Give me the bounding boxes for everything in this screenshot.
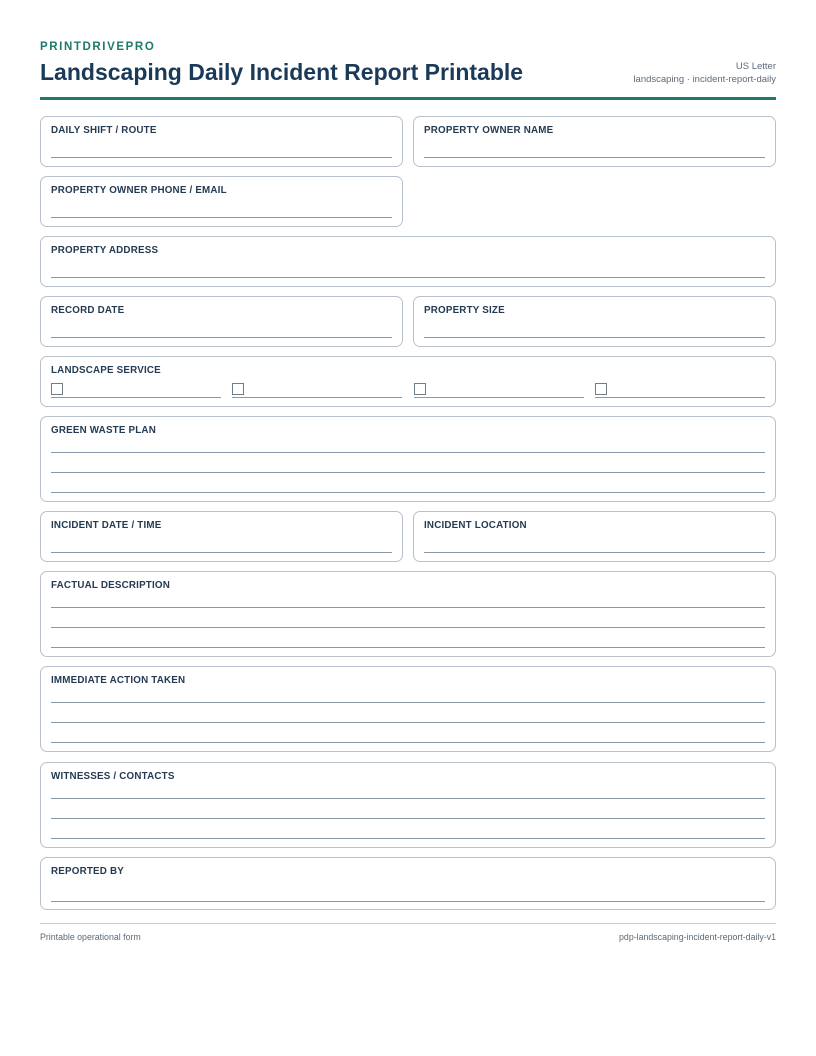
write-line[interactable]	[424, 157, 765, 158]
brand-name: PRINTDRIVEPRO	[40, 41, 156, 53]
write-line[interactable]	[51, 722, 765, 723]
checkbox[interactable]	[51, 383, 63, 395]
field-label: INCIDENT LOCATION	[424, 520, 527, 531]
write-line[interactable]	[51, 838, 765, 839]
option-write-line[interactable]	[595, 397, 765, 398]
service-option-4[interactable]	[595, 383, 765, 397]
witnesses-field[interactable]	[40, 762, 776, 848]
footer-divider	[40, 923, 776, 924]
write-line[interactable]	[51, 798, 765, 799]
write-line[interactable]	[51, 647, 765, 648]
checkbox[interactable]	[232, 383, 244, 395]
paper-size: US Letter	[735, 61, 776, 72]
immediate-action-field[interactable]	[40, 666, 776, 752]
field-label: DAILY SHIFT / ROUTE	[51, 125, 157, 136]
write-line[interactable]	[51, 702, 765, 703]
service-option-2[interactable]	[232, 383, 402, 397]
option-write-line[interactable]	[232, 397, 402, 398]
field-label: LANDSCAPE SERVICE	[51, 365, 161, 376]
option-write-line[interactable]	[414, 397, 584, 398]
record-date-field[interactable]	[40, 296, 403, 347]
write-line[interactable]	[424, 337, 765, 338]
owner-contact-field[interactable]	[40, 176, 403, 227]
field-label: PROPERTY OWNER PHONE / EMAIL	[51, 185, 227, 196]
field-label: FACTUAL DESCRIPTION	[51, 580, 171, 591]
page-title: Landscaping Daily Incident Report Printable	[40, 59, 524, 85]
factual-description-field[interactable]	[40, 571, 776, 657]
option-write-line[interactable]	[51, 397, 221, 398]
write-line[interactable]	[51, 452, 765, 453]
incident-datetime-field[interactable]	[40, 511, 403, 562]
checkbox[interactable]	[414, 383, 426, 395]
green-waste-plan-field[interactable]	[40, 416, 776, 502]
owner-name-field[interactable]	[413, 116, 776, 167]
write-line[interactable]	[51, 337, 392, 338]
document-meta	[633, 60, 776, 86]
write-line[interactable]	[51, 818, 765, 819]
field-label: IMMEDIATE ACTION TAKEN	[51, 675, 186, 686]
write-line[interactable]	[51, 277, 765, 278]
service-option-3[interactable]	[414, 383, 584, 397]
write-line[interactable]	[51, 901, 765, 902]
footer-form-id: pdp-landscaping-incident-report-daily-v1	[619, 932, 776, 942]
write-line[interactable]	[51, 552, 392, 553]
write-line[interactable]	[51, 492, 765, 493]
document-tags: landscaping · incident-report-daily	[633, 74, 776, 85]
daily-shift-field[interactable]	[40, 116, 403, 167]
field-label: GREEN WASTE PLAN	[51, 425, 156, 436]
header-divider	[40, 97, 776, 100]
incident-location-field[interactable]	[413, 511, 776, 562]
field-label: PROPERTY ADDRESS	[51, 245, 159, 256]
landscape-service-field	[40, 356, 776, 407]
write-line[interactable]	[51, 627, 765, 628]
write-line[interactable]	[424, 552, 765, 553]
reported-by-field[interactable]	[40, 857, 776, 910]
field-label: REPORTED BY	[51, 866, 124, 877]
checkbox[interactable]	[595, 383, 607, 395]
property-address-field[interactable]	[40, 236, 776, 287]
field-label: INCIDENT DATE / TIME	[51, 520, 162, 531]
write-line[interactable]	[51, 157, 392, 158]
field-label: PROPERTY OWNER NAME	[424, 125, 554, 136]
write-line[interactable]	[51, 742, 765, 743]
service-option-1[interactable]	[51, 383, 221, 397]
write-line[interactable]	[51, 607, 765, 608]
property-size-field[interactable]	[413, 296, 776, 347]
footer-left-text: Printable operational form	[40, 932, 141, 942]
write-line[interactable]	[51, 217, 392, 218]
field-label: WITNESSES / CONTACTS	[51, 771, 175, 782]
field-label: RECORD DATE	[51, 305, 125, 316]
field-label: PROPERTY SIZE	[424, 305, 505, 316]
write-line[interactable]	[51, 472, 765, 473]
